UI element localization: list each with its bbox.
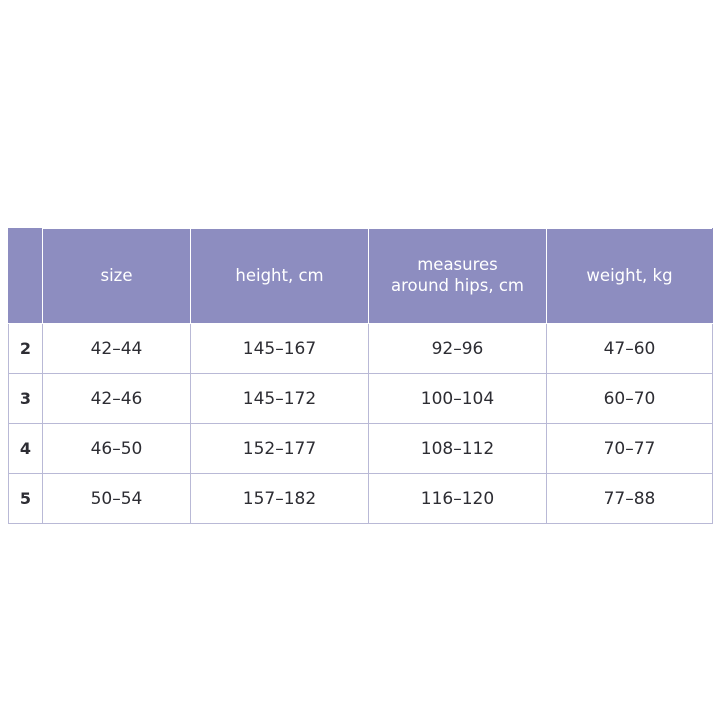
table-row xyxy=(9,474,713,524)
cell-row-index: 5 xyxy=(9,474,43,524)
cell-size: 46–50 xyxy=(43,424,191,474)
column-header-row-index xyxy=(9,229,43,324)
cell-height: 145–167 xyxy=(191,324,369,374)
table-row xyxy=(9,424,713,474)
cell-height: 157–182 xyxy=(191,474,369,524)
column-header-hips-line1: measures xyxy=(417,255,498,275)
table-row xyxy=(9,374,713,424)
cell-height: 145–172 xyxy=(191,374,369,424)
column-header-hips xyxy=(369,229,547,324)
column-header-size: size xyxy=(43,229,191,324)
cell-size: 42–44 xyxy=(43,324,191,374)
column-header-weight: weight, kg xyxy=(547,229,713,324)
table-body xyxy=(9,324,713,524)
cell-weight: 70–77 xyxy=(547,424,713,474)
cell-hips: 100–104 xyxy=(369,374,547,424)
table-row xyxy=(9,324,713,374)
table-header xyxy=(9,229,713,324)
cell-weight: 60–70 xyxy=(547,374,713,424)
size-chart-table-wrapper xyxy=(8,228,712,524)
cell-weight: 77–88 xyxy=(547,474,713,524)
cell-row-index: 4 xyxy=(9,424,43,474)
cell-weight: 47–60 xyxy=(547,324,713,374)
cell-height: 152–177 xyxy=(191,424,369,474)
column-header-height: height, cm xyxy=(191,229,369,324)
cell-hips: 108–112 xyxy=(369,424,547,474)
cell-size: 50–54 xyxy=(43,474,191,524)
table-header-row xyxy=(9,229,713,324)
column-header-hips-line2: around hips, cm xyxy=(390,276,524,295)
cell-size: 42–46 xyxy=(43,374,191,424)
cell-hips: 92–96 xyxy=(369,324,547,374)
cell-hips: 116–120 xyxy=(369,474,547,524)
cell-row-index: 3 xyxy=(9,374,43,424)
size-chart-table xyxy=(8,228,713,524)
cell-row-index: 2 xyxy=(9,324,43,374)
